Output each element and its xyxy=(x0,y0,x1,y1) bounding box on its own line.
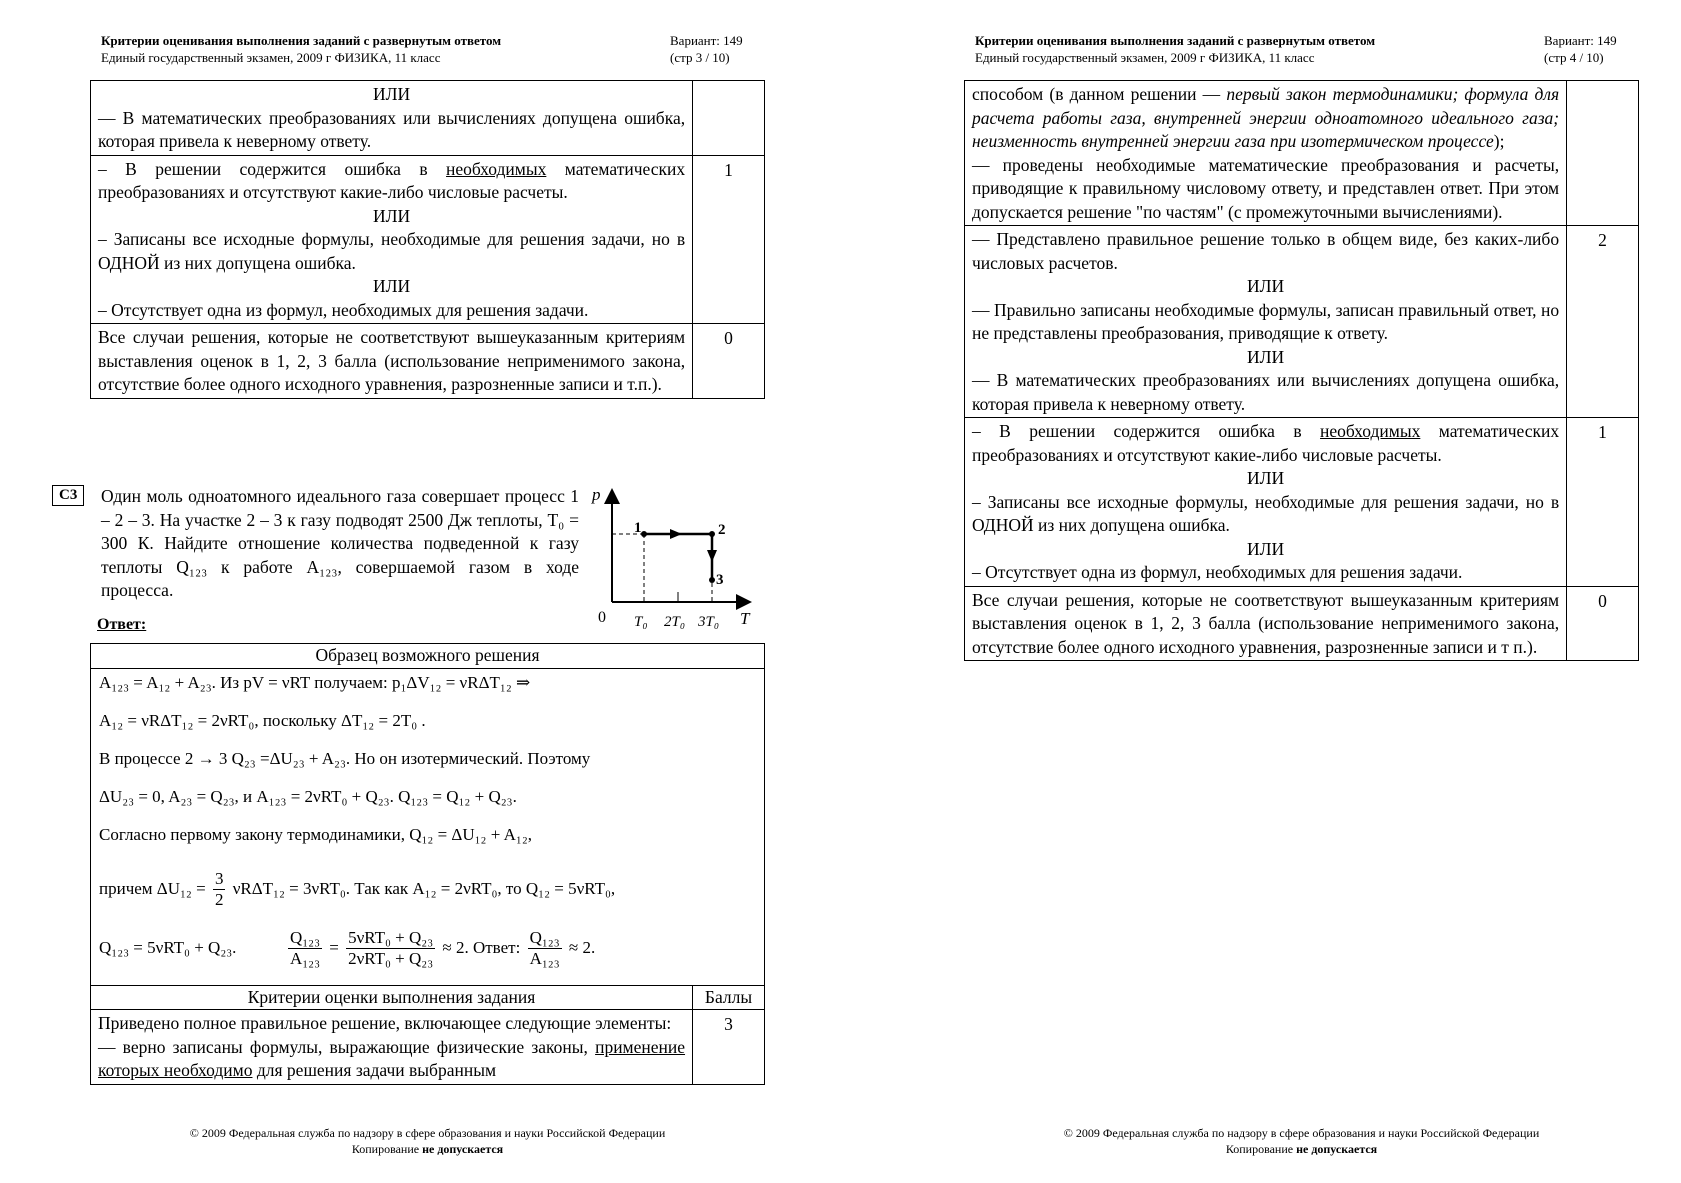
criteria-text: – Записаны все исходные формулы, необходимые для решения задачи, но в ОДНОЙ из них допущена ошибка. xyxy=(972,491,1560,535)
solution-line: В процессе 2 → 3 Q₂₃ =ΔU₂₃ + A₂₃. Но он изотермический. Поэтому xyxy=(99,748,591,768)
criteria-text: — проведены необходимые математические преобразования и расчеты, приводящие к правильному числовому ответу, и представлен ответ. При этом допускается решение "по частям" (с промежуточными вычислениями). xyxy=(972,154,1560,222)
footer xyxy=(964,1125,1639,1157)
point-2 xyxy=(709,531,715,537)
criteria-table-continued xyxy=(964,80,1639,661)
table-row xyxy=(91,1010,765,1085)
score-cell xyxy=(693,81,765,156)
solution-line: Согласно первому закону термодинамики, Q₁₂ = ΔU₁₂ + A₁₂, xyxy=(99,824,533,844)
table-row xyxy=(91,324,765,399)
origin-label: 0 xyxy=(598,609,606,626)
criteria-text: – Записаны все исходные формулы, необходимые для решения задачи, но в ОДНОЙ из них допущена ошибка. xyxy=(98,229,686,273)
table-row xyxy=(91,155,765,324)
criteria-text: — верно записаны формулы, выражающие физические законы, применение которых необходимо для решения задачи выбранным xyxy=(98,1036,686,1080)
criteria-text: — Правильно записаны необходимые формулы, записан правильный ответ, но не представлены преобразования, приводящие к ответу. xyxy=(972,299,1560,343)
header-title: Критерии оценивания выполнения заданий с развернутым ответом xyxy=(101,33,502,48)
score-cell: 2 xyxy=(1567,226,1639,418)
solution-header: Образец возможного решения xyxy=(91,644,765,669)
criteria-header: Критерии оценки выполнения задания xyxy=(91,985,693,1010)
solution-line: ΔU₂₃ = 0, A₂₃ = Q₂₃, и A₁₂₃ = 2νRT₀ + Q₂₃. Q₁₂₃ = Q₁₂ + Q₂₃. xyxy=(99,786,517,806)
footer-copy-forbidden: не допускается xyxy=(1296,1142,1378,1156)
point-1 xyxy=(641,531,647,537)
t-label: T xyxy=(740,609,750,628)
header-title: Критерии оценивания выполнения заданий с развернутым ответом xyxy=(975,33,1376,48)
criteria-text: – Отсутствует одна из формул, необходимых для решения задачи. xyxy=(98,299,589,320)
tick-label: T₀ xyxy=(634,614,648,630)
task-label: C3 xyxy=(52,485,84,506)
arrow-2-3 xyxy=(707,550,717,562)
score-cell: 1 xyxy=(693,155,765,324)
score-cell: 0 xyxy=(1567,586,1639,661)
solution-line: A₁₂₃ = A₁₂ + A₂₃. Из pV = νRT получаем: p₁ΔV₁₂ = νRΔT₁₂ ⇒ xyxy=(99,672,531,692)
table-row xyxy=(965,418,1639,587)
header-subtitle: Единый государственный экзамен, 2009 г ФИЗИКА, 11 класс xyxy=(975,50,1315,65)
score-cell: 3 xyxy=(693,1010,765,1085)
table-row xyxy=(965,586,1639,661)
footer xyxy=(90,1125,765,1157)
criteria-text: — Представлено правильное решение только в общем виде, без каких-либо числовых расчетов. xyxy=(972,229,1560,273)
fraction: $\frac{\text{Q₁₂₃}}{\text{A₁₂₃}}$ xyxy=(529,928,560,969)
fraction: $\frac{3}{2}$ xyxy=(214,869,224,910)
fraction: $\frac{\text{5νRT₀ + Q₂₃}}{\text{2νRT₀ + Q₂₃}}$ xyxy=(348,928,434,969)
or-separator: ИЛИ xyxy=(1246,276,1285,296)
table-row xyxy=(91,81,765,156)
table-row xyxy=(91,644,765,669)
solution-line: Q₁₂₃ = 5νRT₀ + Q₂₃. $\frac{\text{Q₁₂₃}}{\text{A₁₂₃}}$ = $\frac{\text{5νRT₀ + Q₂₃}}{\text{2νRT₀ + Q₂₃}}$ ≈ 2. Ответ: $\frac{\text{Q₁₂₃}}{\text{A₁₂₃}}$ ≈ 2. xyxy=(99,928,596,969)
table-row xyxy=(91,985,765,1010)
header-subtitle: Единый государственный экзамен, 2009 г ФИЗИКА, 11 класс xyxy=(101,50,441,65)
or-separator: ИЛИ xyxy=(1246,346,1285,367)
table-row xyxy=(965,226,1639,418)
task-text: Один моль одноатомного идеального газа совершает процесс 1 – 2 – 3. На участке 2 – 3 к газу подводят 2500 Дж теплоты, T₀ = 300 К. Найдите отношение количества подведенной к газу теплоты Q₁₂₃ к работе A₁₂₃, совершаемой газом в ходе процесса. xyxy=(101,486,579,600)
point-label: 3 xyxy=(716,572,724,588)
solution-line: A₁₂ = νRΔT₁₂ = 2νRT₀, поскольку ΔT₁₂ = 2T₀ . xyxy=(99,710,426,730)
table-row xyxy=(91,668,765,985)
footer-copy-note: Копирование xyxy=(351,1142,423,1156)
or-separator: ИЛИ xyxy=(1246,468,1285,488)
variant-label: Вариант: 149 xyxy=(670,33,743,48)
criteria-text: — В математических преобразованиях или вычислениях допущена ошибка, которая привела к неверному ответу. xyxy=(972,370,1560,414)
or-separator: ИЛИ xyxy=(372,84,411,104)
score-cell: 0 xyxy=(693,324,765,399)
pt-graph xyxy=(590,482,765,632)
footer-copy-note: Копирование xyxy=(1225,1142,1297,1156)
left-page xyxy=(0,0,840,1183)
or-separator: ИЛИ xyxy=(1246,538,1285,559)
table-row xyxy=(965,81,1639,226)
point-label: 1 xyxy=(634,520,642,536)
point-label: 2 xyxy=(718,522,726,538)
footer-copyright: © 2009 Федеральная служба по надзору в сфере образования и науки Российской Федерации xyxy=(1063,1126,1540,1140)
criteria-text: – В решении содержится ошибка в необходимых математических преобразованиях и отсутствуют какие-либо числовые расчеты. xyxy=(98,158,686,202)
tick-label: 2T₀ xyxy=(664,614,686,630)
criteria-table-top xyxy=(90,80,765,399)
or-separator: ИЛИ xyxy=(372,276,411,296)
criteria-text: – Отсутствует одна из формул, необходимых для решения задачи. xyxy=(972,562,1463,582)
criteria-text: Приведено полное правильное решение, включающее следующие элементы: xyxy=(98,1013,672,1033)
score-cell xyxy=(1567,81,1639,226)
arrow-1-2 xyxy=(670,529,682,539)
page-number: (стр 3 / 10) xyxy=(670,50,730,65)
point-3 xyxy=(709,577,715,583)
fraction: $\frac{\text{Q₁₂₃}}{\text{A₁₂₃}}$ xyxy=(289,928,320,969)
answer-label: Ответ: xyxy=(97,616,147,633)
page-number: (стр 4 / 10) xyxy=(1544,50,1604,65)
score-cell: 1 xyxy=(1567,418,1639,587)
tick-label: 3T₀ xyxy=(698,614,720,630)
criteria-text: способом (в данном решении — первый закон термодинамики; формула для расчета работы газа, внутренней энергии одноатомного идеального газа; неизменность внутренней энергии газа при изотермическом процессе); xyxy=(972,84,1560,151)
footer-copyright: © 2009 Федеральная служба по надзору в сфере образования и науки Российской Федерации xyxy=(189,1126,666,1140)
solution-line: причем ΔU₁₂ = $\frac{3}{2}$ νRΔT₁₂ = 3νRT₀. Так как A₁₂ = 2νRT₀, то Q₁₂ = 5νRT₀, xyxy=(99,869,616,910)
criteria-text: – В решении содержится ошибка в необходимых математических преобразованиях и отсутствуют какие-либо числовые расчеты. xyxy=(972,421,1560,465)
variant-label: Вариант: 149 xyxy=(1544,33,1617,48)
right-page xyxy=(874,0,1681,1183)
or-separator: ИЛИ xyxy=(372,205,411,226)
footer-copy-forbidden: не допускается xyxy=(422,1142,504,1156)
criteria-text: Все случаи решения, которые не соответствуют вышеуказанным критериям выставления оценок в 1, 2, 3 балла (использование неприменимого закона, отсутствие более одного исходного уравнения, разрозненные записи и т п.). xyxy=(972,589,1560,657)
solution-table xyxy=(90,643,765,1085)
score-header: Баллы xyxy=(693,985,765,1010)
criteria-text: — В математических преобразованиях или вычислениях допущена ошибка, которая привела к неверному ответу. xyxy=(98,107,686,151)
criteria-text: Все случаи решения, которые не соответствуют вышеуказанным критериям выставления оценок в 1, 2, 3 балла (использование неприменимого закона, отсутствие более одного исходного уравнения, разрозненные записи и т.п.). xyxy=(98,327,686,394)
p-label: p xyxy=(592,485,601,504)
